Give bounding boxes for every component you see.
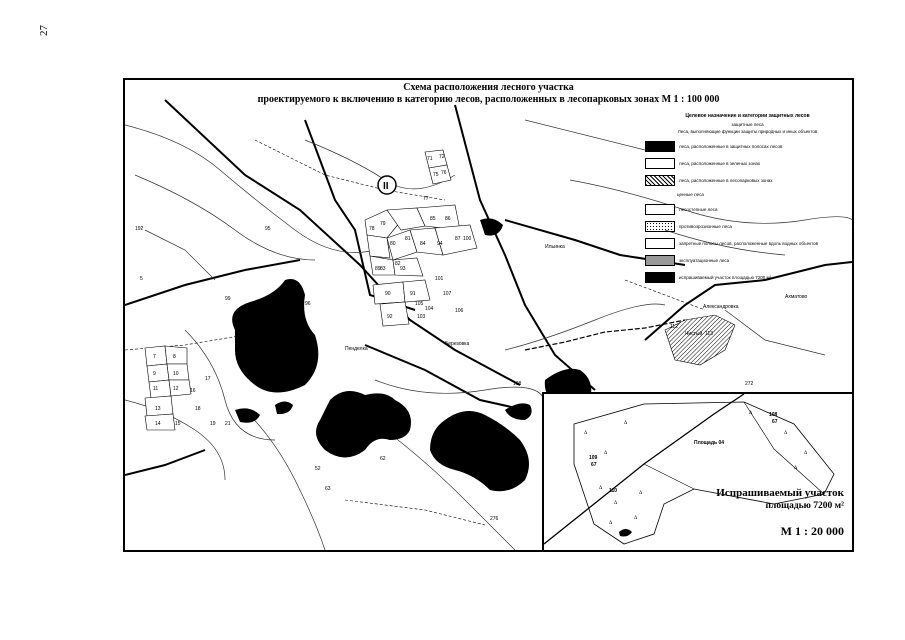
quarter-label: 79 [380,221,386,227]
map-title [125,82,852,106]
svg-text:Δ: Δ [584,431,588,436]
legend-swatch [645,238,675,249]
requested-plot-caption-line1: Испрашиваемый участок [716,487,844,499]
quarter-label: 76 [441,170,447,176]
quarter-label: 91 [410,291,416,297]
legend [645,113,850,283]
legend-swatch [645,204,675,215]
requested-plot-area-text: площадью 7200 м² [765,501,844,511]
quarter-label: 192 [135,226,144,232]
quarter-label: 101 [435,276,444,282]
legend-subtitle-detail: Леса, выполняющие функции защиты природных и иных объектов [677,129,818,134]
map-title-line1: Схема расположения лесного участка [403,82,574,93]
legend-swatch [645,272,675,283]
quarter-label: 9 [153,371,156,377]
quarter-label: 15 [175,421,181,427]
quarter-label: 21 [225,421,231,427]
legend-item [645,175,850,186]
svg-text:Δ: Δ [784,431,788,436]
inset-label: 110 [609,488,618,494]
quarter-label: 10 [173,371,179,377]
inset-label: 108 [769,412,778,418]
legend-item [645,221,850,232]
place-label: Ахматово [785,294,808,300]
place-label: Чистый [685,331,703,337]
forest-quarters-left [145,346,191,430]
legend-label: лесостепные леса [679,206,718,212]
quarter-label: 16 [190,388,196,394]
legend-label: испрашиваемый участок площадью 7200 м² [679,274,772,280]
quarter-label: 93 [400,266,406,272]
quarter-label: 72 [439,154,445,160]
legend-item [645,158,850,169]
legend-item [645,141,850,152]
legend-label: запретные полосы лесов, расположенные вдоль водных объектов [679,240,819,246]
legend-swatch [645,221,675,232]
legend-swatch [645,158,675,169]
map-frame [123,78,854,552]
quarter-label: 107 [443,291,452,297]
quarter-label: 17 [205,376,211,382]
legend-label: леса, расположенные в защитных полосах лесов [679,143,783,149]
svg-text:Δ: Δ [599,486,603,491]
legend-title: Целевое назначение и категории защитных лесов [685,113,810,119]
quarter-label: 14 [155,421,161,427]
quarter-label: 18 [195,406,201,412]
legend-item [645,192,850,198]
svg-text:Δ: Δ [634,516,638,521]
map-title-line2: проектируемого к включению в категорию лесов, расположенных в лесопарковых зонах М 1 : 100 000 [257,94,720,105]
inset-map [542,392,854,552]
legend-label: ценные леса [677,192,704,197]
svg-text:Δ: Δ [604,451,608,456]
quarter-label: 113 [705,331,713,337]
quarter-label: 8 [173,354,176,360]
quarter-label: 92 [387,314,393,320]
legend-item [645,204,850,215]
quarter-label: 108 [513,381,522,387]
quarter-label: 96 [305,301,311,307]
inset-scale: М 1 : 20 000 [780,524,844,538]
quarter-label: 71 [427,156,433,162]
svg-text:Δ: Δ [609,521,613,526]
quarter-label: 7 [153,354,156,360]
quarter-label: 102 [493,226,502,232]
place-label: Чукаловка [480,476,505,482]
legend-item-list [645,141,850,283]
quarter-label: 112 [670,324,678,330]
quarter-label: 103 [417,314,426,320]
quarter-label: 87 [455,236,461,242]
svg-text:Δ: Δ [639,491,643,496]
quarter-label: 104 [425,306,434,312]
quarter-label: 85 [430,216,436,222]
place-label: Березовка [445,341,470,347]
inset-label: 109 [589,455,598,461]
quarter-label: 105 [415,301,424,307]
place-label: Ильинка [545,244,565,250]
inset-label: 67 [591,462,597,468]
inset-plot-boundary [574,402,834,544]
quarter-label: 106 [455,308,464,314]
quarter-label: 82 [395,261,401,267]
legend-swatch [645,255,675,266]
quarter-label: 95 [265,226,271,232]
quarter-label: 90 [385,291,391,297]
quarter-label: 94 [437,241,443,247]
legend-item [645,272,850,283]
svg-text:Δ: Δ [794,466,798,471]
quarter-label: 12 [173,386,179,392]
quarter-label: 5 [140,276,143,282]
quarter-label: 109 [285,381,294,387]
quarter-label: 61 [345,451,351,457]
place-label: Александровка [703,304,739,310]
requested-plot-caption [694,487,844,513]
inset-label: Площадь 04 [694,440,725,446]
railway [525,320,685,350]
svg-text:Δ: Δ [614,501,618,506]
quarter-label: 80 [390,241,396,247]
quarter-label: 81 [405,236,411,242]
quarter-label: 99 [225,296,231,302]
legend-label: леса, расположенные в лесопарковых зонах [679,177,773,183]
quarter-label: 63 [325,486,331,492]
svg-text:Δ: Δ [749,411,753,416]
legend-swatch [645,175,675,186]
legend-swatch [645,141,675,152]
quarter-label: 77 [423,196,429,202]
place-label: Пенделка [345,346,368,352]
quarter-label: 52 [315,466,321,472]
zone-marker-label: II [383,181,389,192]
lesopark-hatched-zone [665,315,735,365]
legend-item [645,255,850,266]
legend-label: леса, расположенные в зеленых зонах [679,160,761,166]
quarter-label: 13 [155,406,161,412]
quarter-label: 83 [380,266,386,272]
quarter-label: 100 [463,236,472,242]
quarter-label: 19 [210,421,216,427]
quarter-label: 84 [420,241,426,247]
legend-item [645,238,850,249]
legend-label: эксплуатационные леса [679,257,730,263]
quarter-label: 75 [433,172,439,178]
quarter-label: 78 [369,226,375,232]
quarter-label: 11 [153,386,159,392]
svg-text:Δ: Δ [804,451,808,456]
quarter-label: 276 [490,516,499,522]
page-number: 27 [38,25,50,36]
svg-text:Δ: Δ [624,421,628,426]
legend-label: противоэрозионные леса [679,223,732,229]
quarter-label: 86 [445,216,451,222]
quarter-label: 272 [745,381,754,387]
quarter-label: 89 [375,266,381,272]
inset-label: 67 [772,419,778,425]
quarter-label: 110 [325,424,333,430]
legend-subtitle: защитные леса [731,122,764,127]
quarter-label: 62 [380,456,386,462]
